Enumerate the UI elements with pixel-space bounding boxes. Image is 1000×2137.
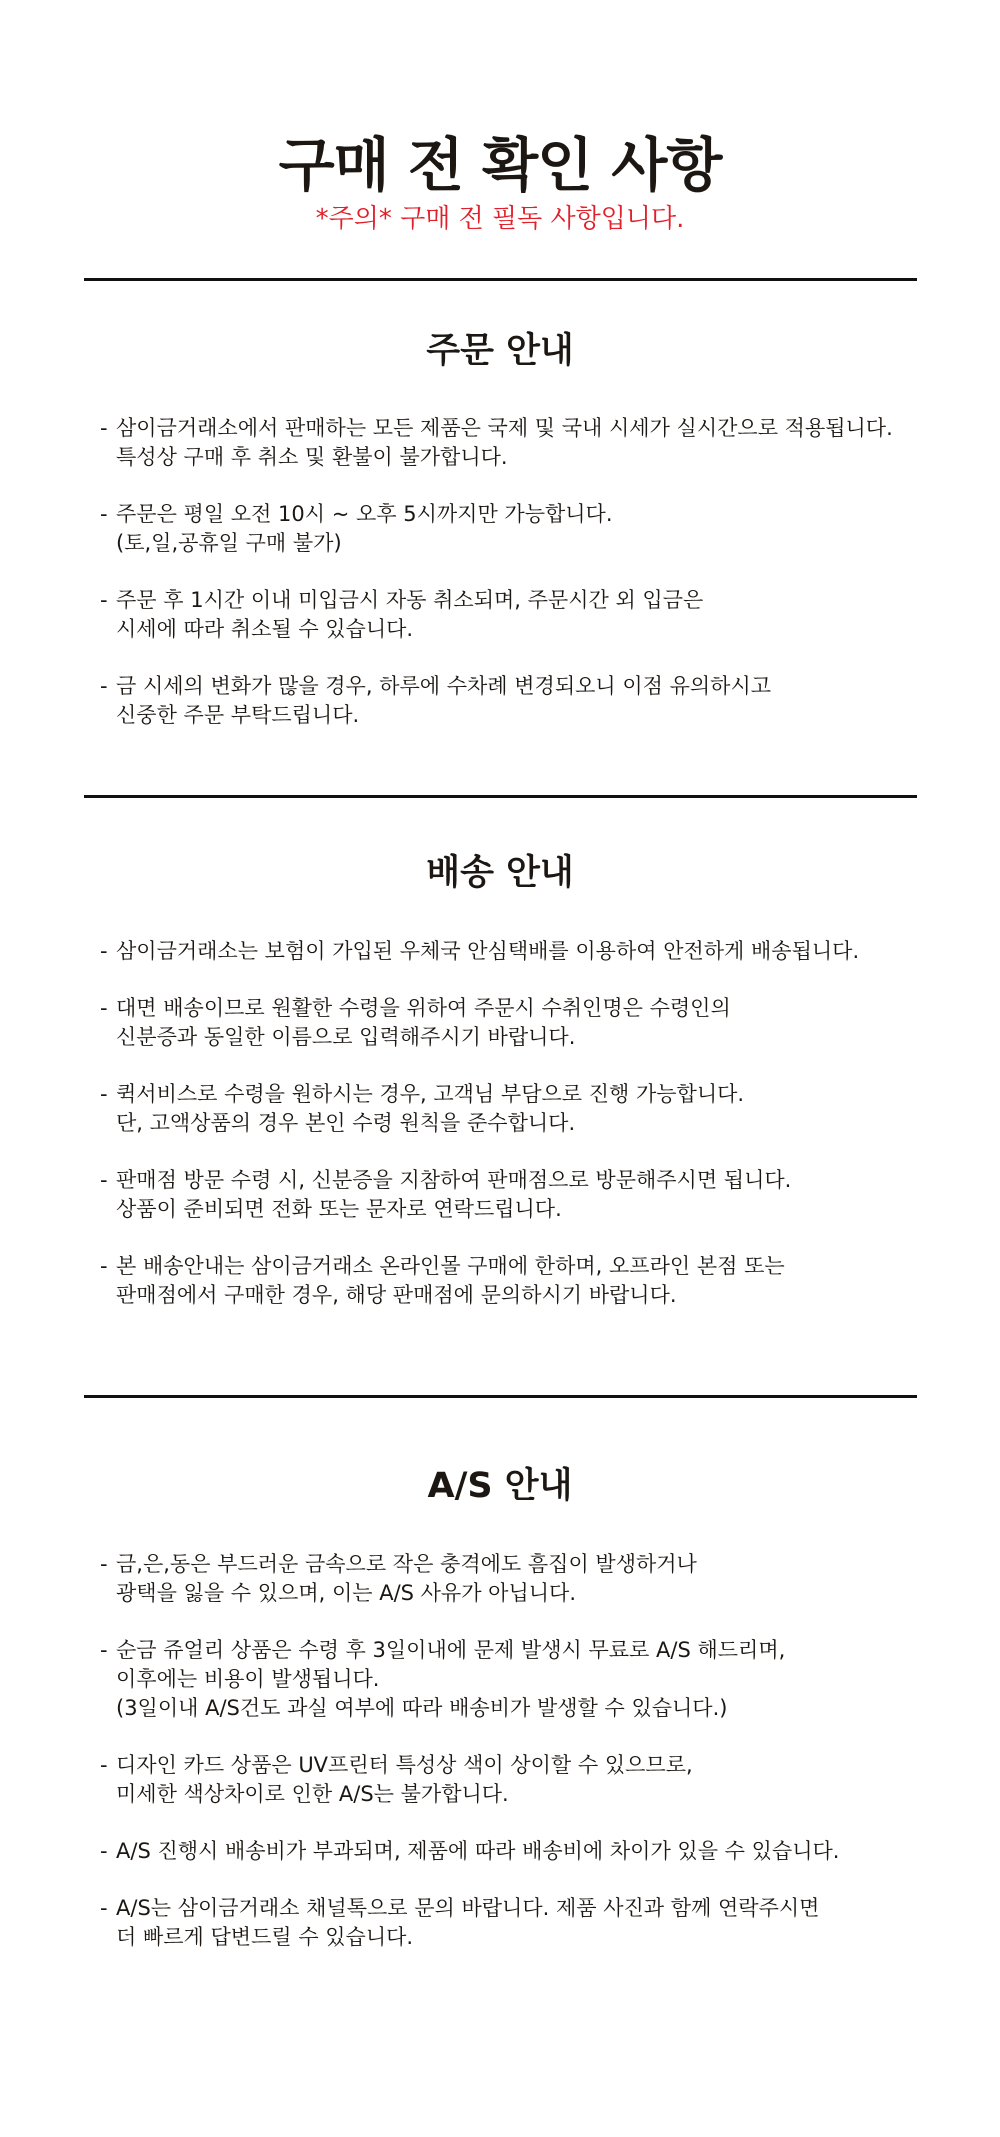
bullet-dash: -: [100, 416, 108, 440]
item-line: 더 빠르게 답변드릴 수 있습니다.: [116, 1925, 414, 1949]
item-line: 이후에는 비용이 발생됩니다.: [116, 1667, 380, 1691]
item-line: 신분증과 동일한 이름으로 입력해주시기 바랍니다.: [116, 1025, 576, 1049]
item-line: 금,은,동은 부드러운 금속으로 작은 충격에도 흠집이 발생하거나: [116, 1552, 697, 1576]
item-line: (3일이내 A/S건도 과실 여부에 따라 배송비가 발생할 수 있습니다.): [116, 1696, 728, 1720]
item-line: 광택을 잃을 수 있으며, 이는 A/S 사유가 아닙니다.: [116, 1581, 576, 1605]
item-line: 주문은 평일 오전 10시 ~ 오후 5시까지만 가능합니다.: [116, 502, 613, 526]
warning-notice: *주의* 구매 전 필독 사항입니다.: [315, 204, 685, 234]
bullet-dash: -: [100, 502, 108, 526]
item-line: 신중한 주문 부탁드립니다.: [116, 703, 360, 727]
section-title-order: 주문 안내: [426, 331, 574, 371]
list-item: [100, 937, 940, 966]
item-line: 시세에 따라 취소될 수 있습니다.: [116, 617, 414, 641]
bullet-dash: -: [100, 1753, 108, 1777]
list-item: [100, 994, 940, 1052]
item-line: A/S 진행시 배송비가 부과되며, 제품에 따라 배송비에 차이가 있을 수 있습니다.: [116, 1839, 840, 1863]
item-line: 특성상 구매 후 취소 및 환불이 불가합니다.: [116, 445, 508, 469]
divider-shipping-as: [84, 1395, 917, 1398]
item-line: A/S는 삼이금거래소 채널톡으로 문의 바랍니다. 제품 사진과 함께 연락주시면: [116, 1896, 820, 1920]
as-guide-list: [100, 1550, 940, 1952]
item-line: 단, 고액상품의 경우 본인 수령 원칙을 준수합니다.: [116, 1111, 576, 1135]
item-line: 본 배송안내는 삼이금거래소 온라인몰 구매에 한하며, 오프라인 본점 또는: [116, 1254, 785, 1278]
bullet-dash: -: [100, 588, 108, 612]
shipping-guide-list: [100, 937, 940, 1310]
order-guide-list: [100, 414, 940, 730]
list-item: [100, 414, 940, 472]
item-line: 삼이금거래소에서 판매하는 모든 제품은 국제 및 국내 시세가 실시간으로 적용됩니다.: [116, 416, 893, 440]
list-item: [100, 1080, 940, 1138]
list-item: [100, 1751, 940, 1809]
divider-order-shipping: [84, 795, 917, 798]
item-line: 상품이 준비되면 전화 또는 문자로 연락드립니다.: [116, 1197, 562, 1221]
item-line: 순금 쥬얼리 상품은 수령 후 3일이내에 문제 발생시 무료로 A/S 해드리며,: [116, 1638, 786, 1662]
bullet-dash: -: [100, 1552, 108, 1576]
divider-top: [84, 278, 917, 281]
bullet-dash: -: [100, 939, 108, 963]
list-item: [100, 1636, 940, 1723]
item-line: 퀵서비스로 수령을 원하시는 경우, 고객님 부담으로 진행 가능합니다.: [116, 1082, 745, 1106]
section-title-shipping: 배송 안내: [426, 853, 574, 893]
bullet-dash: -: [100, 1254, 108, 1278]
item-line: 대면 배송이므로 원활한 수령을 위하여 주문시 수취인명은 수령인의: [116, 996, 731, 1020]
item-line: 삼이금거래소는 보험이 가입된 우체국 안심택배를 이용하여 안전하게 배송됩니다.: [116, 939, 860, 963]
list-item: [100, 1837, 940, 1866]
list-item: [100, 1166, 940, 1224]
item-line: 판매점에서 구매한 경우, 해당 판매점에 문의하시기 바랍니다.: [116, 1283, 677, 1307]
list-item: [100, 1550, 940, 1608]
bullet-dash: -: [100, 1168, 108, 1192]
list-item: [100, 1894, 940, 1952]
bullet-dash: -: [100, 1896, 108, 1920]
item-line: (토,일,공휴일 구매 불가): [116, 531, 342, 555]
list-item: [100, 500, 940, 558]
item-line: 디자인 카드 상품은 UV프린터 특성상 색이 상이할 수 있으므로,: [116, 1753, 693, 1777]
list-item: [100, 1252, 940, 1310]
bullet-dash: -: [100, 1082, 108, 1106]
page-title: 구매 전 확인 사항: [278, 131, 722, 199]
bullet-dash: -: [100, 1839, 108, 1863]
item-line: 미세한 색상차이로 인한 A/S는 불가합니다.: [116, 1782, 509, 1806]
bullet-dash: -: [100, 674, 108, 698]
item-line: 금 시세의 변화가 많을 경우, 하루에 수차례 변경되오니 이점 유의하시고: [116, 674, 772, 698]
list-item: [100, 672, 940, 730]
list-item: [100, 586, 940, 644]
item-line: 판매점 방문 수령 시, 신분증을 지참하여 판매점으로 방문해주시면 됩니다.: [116, 1168, 792, 1192]
bullet-dash: -: [100, 1638, 108, 1662]
section-title-as: A/S 안내: [427, 1466, 573, 1506]
bullet-dash: -: [100, 996, 108, 1020]
item-line: 주문 후 1시간 이내 미입금시 자동 취소되며, 주문시간 외 입금은: [116, 588, 704, 612]
